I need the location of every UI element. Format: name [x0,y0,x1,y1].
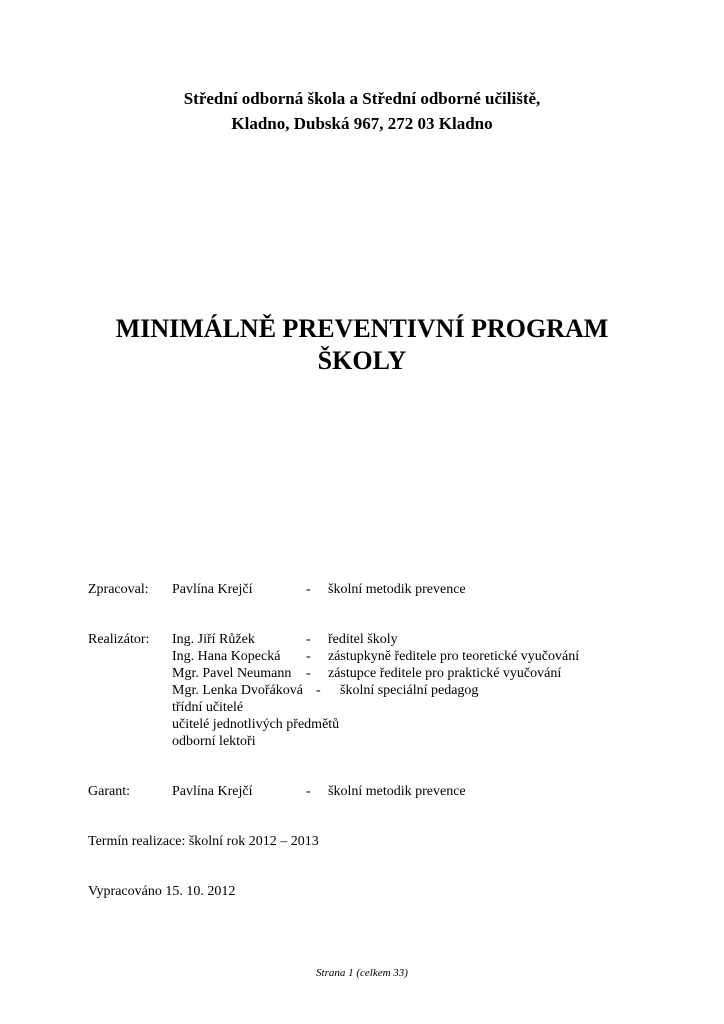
realizator-name: Mgr. Pavel Neumann [172,666,292,681]
termin-realizace: Termín realizace: školní rok 2012 – 2013 [88,834,319,849]
realizator-label: Realizátor: [88,632,150,647]
school-address: Kladno, Dubská 967, 272 03 Kladno [231,114,493,133]
school-name: Střední odborná škola a Střední odborné učiliště, [183,89,541,108]
realizator-name: odborní lektoři [172,734,256,749]
realizator-dash: - [306,666,311,681]
realizator-role: zástupkyně ředitele pro teoretické vyučování [328,649,580,664]
zpracoval-name: Pavlína Krejčí [172,582,253,597]
realizator-role: zástupce ředitele pro praktické vyučování [328,666,562,681]
realizator-dash: - [316,683,321,698]
garant-name: Pavlína Krejčí [172,784,253,799]
title-line-2: ŠKOLY [317,346,407,375]
school-header [0,86,724,136]
realizator-role: ředitel školy [328,632,398,647]
realizator-name: učitelé jednotlivých předmětů [172,717,340,732]
realizator-name: Mgr. Lenka Dvořáková [172,683,304,698]
realizator-dash: - [306,632,311,647]
title-line-1: MINIMÁLNĚ PREVENTIVNÍ PROGRAM [115,314,609,343]
realizator-name: Ing. Hana Kopecká [172,649,281,664]
garant-dash: - [306,784,311,799]
page-footer: Strana 1 (celkem 33) [316,967,408,979]
garant-role: školní metodik prevence [328,784,466,799]
document-title [0,313,724,377]
realizator-name: Ing. Jiří Růžek [172,632,255,647]
realizator-dash: - [306,649,311,664]
realizator-name: třídní učitelé [172,700,244,715]
zpracoval-role: školní metodik prevence [328,582,466,597]
garant-label: Garant: [88,784,130,799]
zpracoval-label: Zpracoval: [88,582,149,597]
vypracovano-date: Vypracováno 15. 10. 2012 [88,884,236,899]
zpracoval-dash: - [306,582,311,597]
realizator-role: školní speciální pedagog [340,683,479,698]
